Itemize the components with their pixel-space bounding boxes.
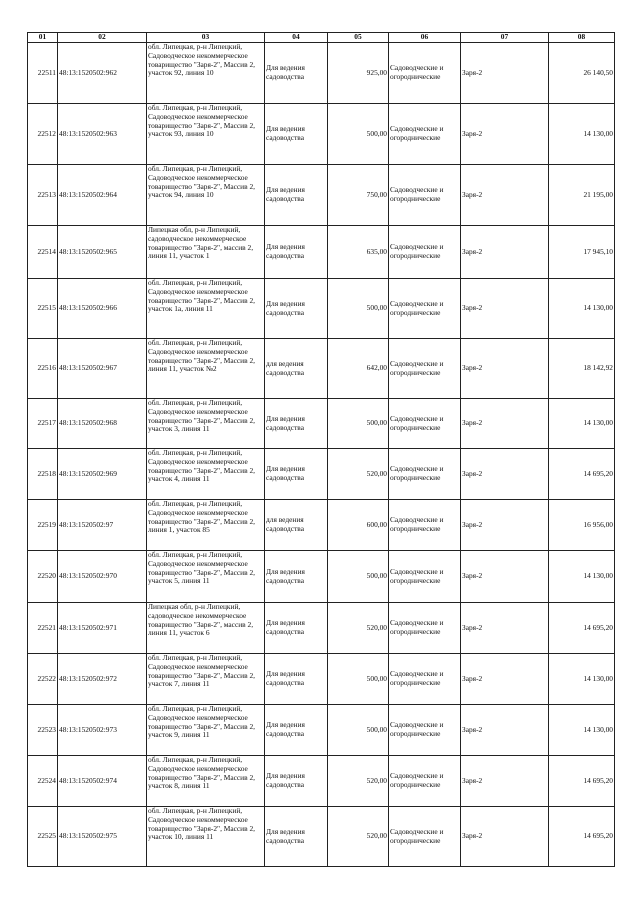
table-row bbox=[28, 226, 615, 279]
zone-cell: Заря-2 bbox=[461, 339, 549, 399]
cadastral-number-cell: 48:13:1520502:975 bbox=[58, 807, 147, 867]
address-text: обл. Липецкая, р-н Липецкий, Садоводческое некоммерческое товарищество "Заря-2", Массив 2, участок 8, линия 11 bbox=[148, 756, 256, 791]
cadastral-number-cell: 48:13:1520502:970 bbox=[58, 551, 147, 603]
column-header-05: 05 bbox=[328, 33, 389, 43]
land-category-cell: Садоводческие и огороднические bbox=[389, 279, 461, 339]
row-number-cell: 22517 bbox=[28, 399, 58, 449]
cadastral-number-cell: 48:13:1520502:966 bbox=[58, 279, 147, 339]
cadastral-number-cell: 48:13:1520502:964 bbox=[58, 165, 147, 226]
permitted-use-cell: Для ведения садоводства bbox=[265, 43, 328, 104]
cadastral-number-cell: 48:13:1520502:967 bbox=[58, 339, 147, 399]
row-number-cell: 22511 bbox=[28, 43, 58, 104]
permitted-use-cell: Для ведения садоводства bbox=[265, 279, 328, 339]
address-text: обл. Липецкая, р-н Липецкий, Садоводческое некоммерческое товарищество "Заря-2", Массив 2, участок 9, линия 11 bbox=[148, 705, 256, 740]
cadastral-number-cell: 48:13:1520502:971 bbox=[58, 603, 147, 654]
cadastral-number-cell: 48:13:1520502:969 bbox=[58, 449, 147, 500]
address-cell bbox=[147, 104, 265, 165]
cadastral-value-cell: 14 130,00 bbox=[549, 104, 615, 165]
land-category-cell: Садоводческие и огороднические bbox=[389, 500, 461, 551]
address-cell bbox=[147, 43, 265, 104]
header-row bbox=[28, 33, 615, 43]
cadastral-number-cell: 48:13:1520502:968 bbox=[58, 399, 147, 449]
table-body bbox=[28, 43, 615, 867]
address-cell bbox=[147, 654, 265, 705]
address-text: обл. Липецкая, р-н Липецкий, Садоводческое некоммерческое товарищество "Заря-2", Массив 2, участок 4, линия 11 bbox=[148, 449, 256, 484]
land-category-cell: Садоводческие и огороднические bbox=[389, 756, 461, 807]
address-text: обл. Липецкая, р-н Липецкий, Садоводческое некоммерческое товарищество "Заря-2", Массив 2, участок 92, линия 10 bbox=[148, 43, 256, 78]
permitted-use-cell: Для ведения садоводства bbox=[265, 603, 328, 654]
address-text: обл. Липецкая, р-н Липецкий, Садоводческое некоммерческое товарищество "Заря-2", Массив 2, участок 10, линия 11 bbox=[148, 807, 256, 842]
area-cell: 500,00 bbox=[328, 399, 389, 449]
row-number-cell: 22512 bbox=[28, 104, 58, 165]
cadastral-value-cell: 14 130,00 bbox=[549, 705, 615, 756]
zone-cell: Заря-2 bbox=[461, 165, 549, 226]
column-header-04: 04 bbox=[265, 33, 328, 43]
cadastral-value-cell: 14 130,00 bbox=[549, 279, 615, 339]
land-category-cell: Садоводческие и огороднические bbox=[389, 603, 461, 654]
cadastral-number-cell: 48:13:1520502:974 bbox=[58, 756, 147, 807]
permitted-use-cell: Для ведения садоводства bbox=[265, 551, 328, 603]
address-text: обл. Липецкая, р-н Липецкий, Садоводческое некоммерческое товарищество "Заря-2", Массив 2, линия 11, участок №2 bbox=[148, 339, 256, 374]
permitted-use-cell: Для ведения садоводства bbox=[265, 705, 328, 756]
zone-cell: Заря-2 bbox=[461, 551, 549, 603]
zone-cell: Заря-2 bbox=[461, 603, 549, 654]
area-cell: 520,00 bbox=[328, 449, 389, 500]
area-cell: 520,00 bbox=[328, 603, 389, 654]
permitted-use-cell: для ведения садоводства bbox=[265, 339, 328, 399]
table-row bbox=[28, 603, 615, 654]
row-number-cell: 22516 bbox=[28, 339, 58, 399]
address-text: обл. Липецкая, р-н Липецкий, Садоводческое некоммерческое товарищество "Заря-2", Массив 2, участок 93, линия 10 bbox=[148, 104, 256, 139]
permitted-use-cell: Для ведения садоводства bbox=[265, 399, 328, 449]
land-category-cell: Садоводческие и огороднические bbox=[389, 654, 461, 705]
cadastral-value-cell: 16 956,00 bbox=[549, 500, 615, 551]
cadastral-number-cell: 48:13:1520502:972 bbox=[58, 654, 147, 705]
table-row bbox=[28, 165, 615, 226]
cadastral-value-cell: 14 130,00 bbox=[549, 654, 615, 705]
cadastral-number-cell: 48:13:1520502:963 bbox=[58, 104, 147, 165]
permitted-use-cell: Для ведения садоводства bbox=[265, 165, 328, 226]
column-header-01: 01 bbox=[28, 33, 58, 43]
row-number-cell: 22523 bbox=[28, 705, 58, 756]
table-row bbox=[28, 807, 615, 867]
row-number-cell: 22513 bbox=[28, 165, 58, 226]
address-text: обл. Липецкая, р-н Липецкий, Садоводческое некоммерческое товарищество "Заря-2", Массив 2, участок 5, линия 11 bbox=[148, 551, 256, 586]
table-row bbox=[28, 43, 615, 104]
cadastral-number-cell: 48:13:1520502:965 bbox=[58, 226, 147, 279]
land-category-cell: Садоводческие и огороднические bbox=[389, 104, 461, 165]
permitted-use-cell: для ведения садоводства bbox=[265, 500, 328, 551]
land-category-cell: Садоводческие и огороднические bbox=[389, 551, 461, 603]
cadastral-value-cell: 14 695,20 bbox=[549, 807, 615, 867]
area-cell: 642,00 bbox=[328, 339, 389, 399]
column-header-02: 02 bbox=[58, 33, 147, 43]
address-cell bbox=[147, 399, 265, 449]
table-row bbox=[28, 449, 615, 500]
zone-cell: Заря-2 bbox=[461, 705, 549, 756]
table-row bbox=[28, 104, 615, 165]
land-category-cell: Садоводческие и огороднические bbox=[389, 399, 461, 449]
zone-cell: Заря-2 bbox=[461, 43, 549, 104]
area-cell: 600,00 bbox=[328, 500, 389, 551]
row-number-cell: 22514 bbox=[28, 226, 58, 279]
zone-cell: Заря-2 bbox=[461, 756, 549, 807]
zone-cell: Заря-2 bbox=[461, 226, 549, 279]
address-cell bbox=[147, 603, 265, 654]
land-category-cell: Садоводческие и огороднические bbox=[389, 43, 461, 104]
area-cell: 500,00 bbox=[328, 551, 389, 603]
address-cell bbox=[147, 279, 265, 339]
area-cell: 520,00 bbox=[328, 807, 389, 867]
land-category-cell: Садоводческие и огороднические bbox=[389, 226, 461, 279]
zone-cell: Заря-2 bbox=[461, 500, 549, 551]
address-cell bbox=[147, 807, 265, 867]
permitted-use-cell: Для ведения садоводства bbox=[265, 449, 328, 500]
area-cell: 520,00 bbox=[328, 756, 389, 807]
row-number-cell: 22524 bbox=[28, 756, 58, 807]
address-cell bbox=[147, 500, 265, 551]
table-row bbox=[28, 756, 615, 807]
row-number-cell: 22525 bbox=[28, 807, 58, 867]
table-row bbox=[28, 654, 615, 705]
address-cell bbox=[147, 226, 265, 279]
land-category-cell: Садоводческие и огороднические bbox=[389, 339, 461, 399]
cadastral-value-cell: 18 142,92 bbox=[549, 339, 615, 399]
address-text: обл. Липецкая, р-н Липецкий, Садоводческое некоммерческое товарищество "Заря-2", Массив 2, участок 3, линия 11 bbox=[148, 399, 256, 434]
cadastral-value-cell: 14 695,20 bbox=[549, 756, 615, 807]
row-number-cell: 22518 bbox=[28, 449, 58, 500]
address-cell bbox=[147, 551, 265, 603]
address-cell bbox=[147, 339, 265, 399]
table-row bbox=[28, 705, 615, 756]
permitted-use-cell: Для ведения садоводства bbox=[265, 654, 328, 705]
area-cell: 500,00 bbox=[328, 279, 389, 339]
table-row bbox=[28, 339, 615, 399]
column-header-08: 08 bbox=[549, 33, 615, 43]
zone-cell: Заря-2 bbox=[461, 279, 549, 339]
zone-cell: Заря-2 bbox=[461, 104, 549, 165]
table-row bbox=[28, 551, 615, 603]
zone-cell: Заря-2 bbox=[461, 654, 549, 705]
cadastral-value-cell: 17 945,10 bbox=[549, 226, 615, 279]
cadastral-value-cell: 26 140,50 bbox=[549, 43, 615, 104]
zone-cell: Заря-2 bbox=[461, 399, 549, 449]
area-cell: 500,00 bbox=[328, 705, 389, 756]
row-number-cell: 22521 bbox=[28, 603, 58, 654]
cadastral-number-cell: 48:13:1520502:962 bbox=[58, 43, 147, 104]
cadastral-number-cell: 48:13:1520502:973 bbox=[58, 705, 147, 756]
cadastral-value-cell: 14 130,00 bbox=[549, 551, 615, 603]
land-category-cell: Садоводческие и огороднические bbox=[389, 165, 461, 226]
registry-table bbox=[27, 32, 615, 867]
area-cell: 500,00 bbox=[328, 654, 389, 705]
row-number-cell: 22522 bbox=[28, 654, 58, 705]
area-cell: 750,00 bbox=[328, 165, 389, 226]
address-cell bbox=[147, 756, 265, 807]
area-cell: 925,00 bbox=[328, 43, 389, 104]
permitted-use-cell: Для ведения садоводства bbox=[265, 807, 328, 867]
row-number-cell: 22519 bbox=[28, 500, 58, 551]
address-text: Липецкая обл, р-н Липецкий, садоводческое некоммерческое товарищество "Заря-2", массив 2, линия 11, участок 1 bbox=[148, 226, 254, 261]
zone-cell: Заря-2 bbox=[461, 449, 549, 500]
row-number-cell: 22515 bbox=[28, 279, 58, 339]
address-cell bbox=[147, 705, 265, 756]
table-row bbox=[28, 500, 615, 551]
table-row bbox=[28, 279, 615, 339]
column-header-06: 06 bbox=[389, 33, 461, 43]
cadastral-value-cell: 21 195,00 bbox=[549, 165, 615, 226]
cadastral-value-cell: 14 695,20 bbox=[549, 603, 615, 654]
zone-cell: Заря-2 bbox=[461, 807, 549, 867]
column-header-07: 07 bbox=[461, 33, 549, 43]
column-header-03: 03 bbox=[147, 33, 265, 43]
address-text: обл. Липецкая, р-н Липецкий, Садоводческое некоммерческое товарищество "Заря-2", Массив 2, участок 7, линия 11 bbox=[148, 654, 256, 689]
cadastral-value-cell: 14 130,00 bbox=[549, 399, 615, 449]
area-cell: 635,00 bbox=[328, 226, 389, 279]
permitted-use-cell: Для ведения садоводства bbox=[265, 226, 328, 279]
land-category-cell: Садоводческие и огороднические bbox=[389, 449, 461, 500]
land-category-cell: Садоводческие и огороднические bbox=[389, 807, 461, 867]
cadastral-number-cell: 48:13:1520502:97 bbox=[58, 500, 147, 551]
address-text: обл. Липецкая, р-н Липецкий, Садоводческое некоммерческое товарищество "Заря-2", Массив 2, участок 1а, линия 11 bbox=[148, 279, 256, 314]
table-row bbox=[28, 399, 615, 449]
land-category-cell: Садоводческие и огороднические bbox=[389, 705, 461, 756]
cadastral-value-cell: 14 695,20 bbox=[549, 449, 615, 500]
address-text: обл. Липецкая, р-н Липецкий, Садоводческое некоммерческое товарищество "Заря-2", Массив 2, участок 94, линия 10 bbox=[148, 165, 256, 200]
area-cell: 500,00 bbox=[328, 104, 389, 165]
permitted-use-cell: Для ведения садоводства bbox=[265, 104, 328, 165]
address-cell bbox=[147, 165, 265, 226]
row-number-cell: 22520 bbox=[28, 551, 58, 603]
address-text: Липецкая обл, р-н Липецкий, садоводческое некоммерческое товарищество "Заря-2", массив 2, линия 11, участок 6 bbox=[148, 603, 254, 638]
permitted-use-cell: Для ведения садоводства bbox=[265, 756, 328, 807]
address-cell bbox=[147, 449, 265, 500]
address-text: обл. Липецкая, р-н Липецкий, Садоводческое некоммерческое товарищество "Заря-2", Массив 2, линия 1, участок 85 bbox=[148, 500, 256, 535]
